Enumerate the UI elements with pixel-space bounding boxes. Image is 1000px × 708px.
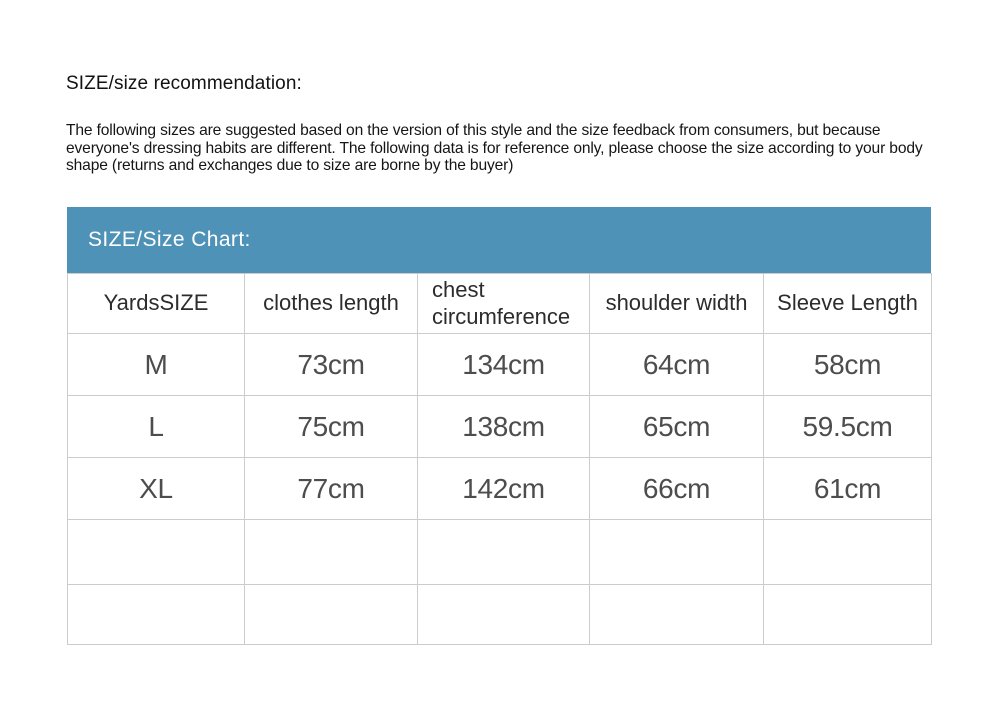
shoulder-width-cell: 64cm xyxy=(590,334,764,396)
clothes-length-cell: 73cm xyxy=(245,334,418,396)
size-label-cell: XL xyxy=(68,458,245,520)
empty-cell xyxy=(590,585,764,645)
size-chart-table xyxy=(67,273,932,645)
chest-circumference-cell: 138cm xyxy=(418,396,590,458)
table-row-empty xyxy=(68,520,932,585)
empty-cell xyxy=(68,520,245,585)
empty-cell xyxy=(590,520,764,585)
size-chart-title: SIZE/Size Chart: xyxy=(88,228,251,251)
column-header-size: YardsSIZE xyxy=(68,274,245,334)
empty-cell xyxy=(245,520,418,585)
empty-cell xyxy=(245,585,418,645)
sleeve-length-cell: 61cm xyxy=(764,458,932,520)
column-header-shoulder-width: shoulder width xyxy=(590,274,764,334)
table-row-size-m xyxy=(68,334,932,396)
empty-cell xyxy=(764,585,932,645)
shoulder-width-cell: 65cm xyxy=(590,396,764,458)
table-row-size-xl xyxy=(68,458,932,520)
column-header-chest-circumference: chest circumference xyxy=(418,274,590,334)
table-header-row xyxy=(68,274,932,334)
column-header-sleeve-length: Sleeve Length xyxy=(764,274,932,334)
empty-cell xyxy=(68,585,245,645)
table-row-size-l xyxy=(68,396,932,458)
clothes-length-cell: 75cm xyxy=(245,396,418,458)
clothes-length-cell: 77cm xyxy=(245,458,418,520)
shoulder-width-cell: 66cm xyxy=(590,458,764,520)
table-row-empty xyxy=(68,585,932,645)
recommendation-text: The following sizes are suggested based on the version of this style and the size feedback from consumers, but because everyone's dressing habits are different. The following data is for reference only, please choose the size according to your body shape (returns and exchanges due to size are borne by the buyer) xyxy=(66,122,923,175)
size-label-cell: M xyxy=(68,334,245,396)
empty-cell xyxy=(764,520,932,585)
chest-circumference-cell: 142cm xyxy=(418,458,590,520)
empty-cell xyxy=(418,585,590,645)
size-chart-title-bar xyxy=(67,207,931,273)
recommendation-heading: SIZE/size recommendation: xyxy=(66,73,302,94)
sleeve-length-cell: 58cm xyxy=(764,334,932,396)
chest-circumference-cell: 134cm xyxy=(418,334,590,396)
empty-cell xyxy=(418,520,590,585)
column-header-clothes-length: clothes length xyxy=(245,274,418,334)
size-label-cell: L xyxy=(68,396,245,458)
sleeve-length-cell: 59.5cm xyxy=(764,396,932,458)
